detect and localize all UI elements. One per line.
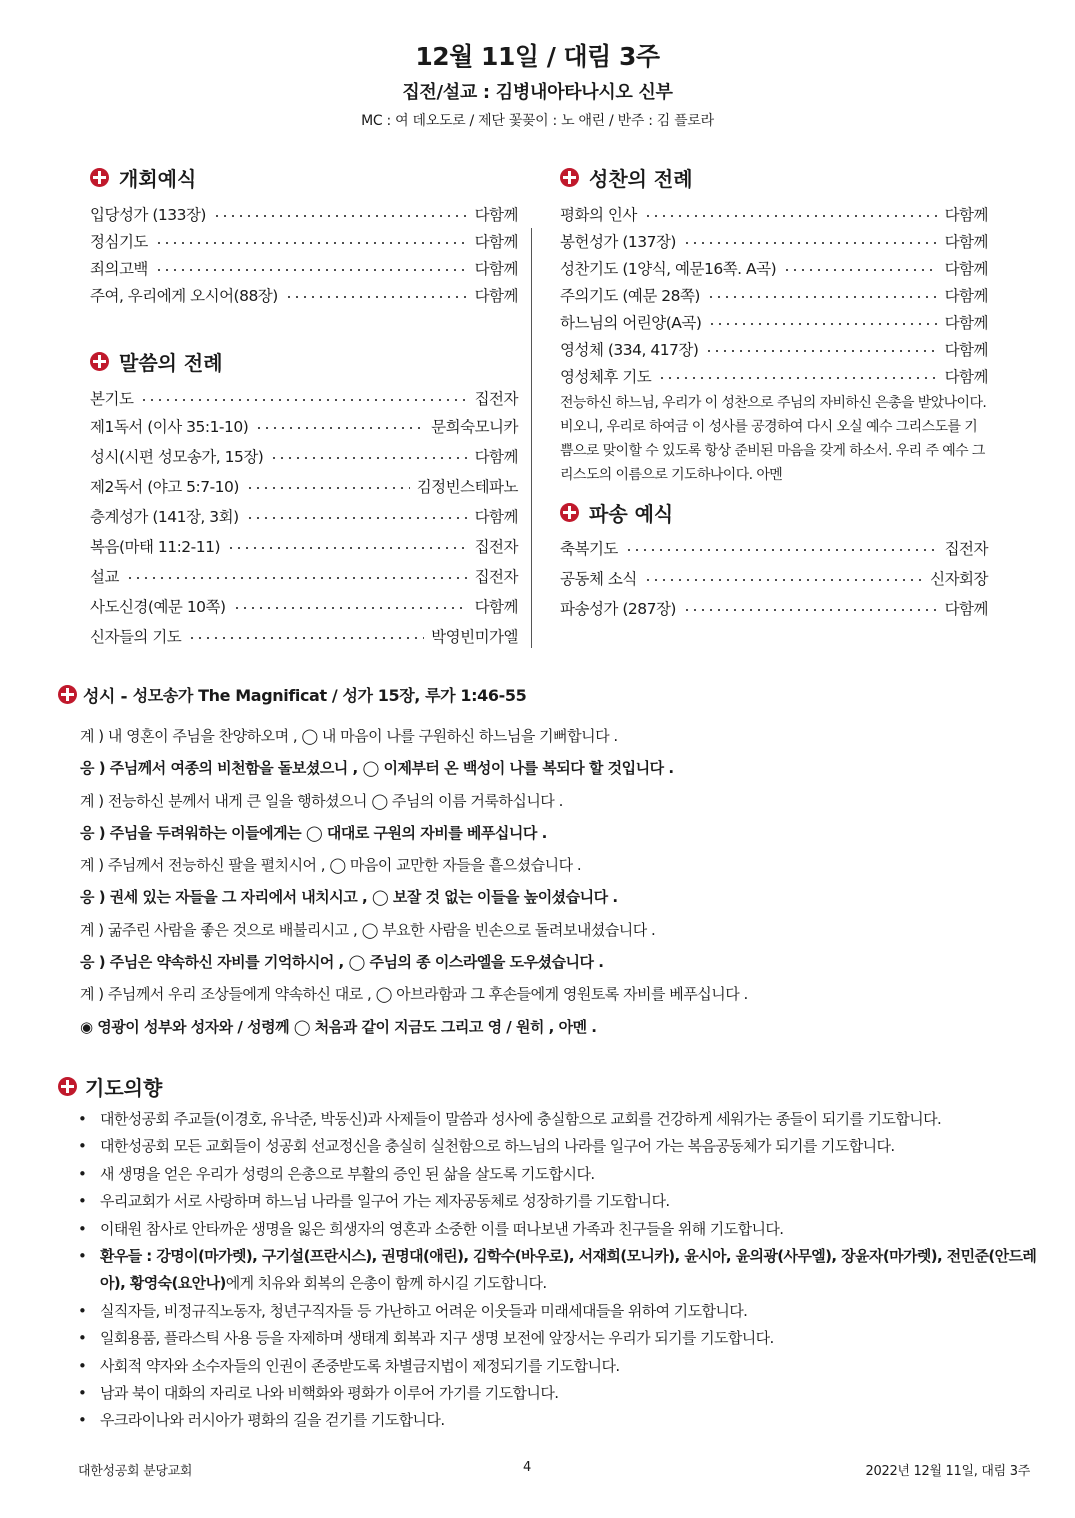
response-line: 응 ) 주님을 두려워하는 이들에게는 ◯ 대대로 구원의 자비를 베푸십니다 . (80, 823, 547, 842)
dot-leader (126, 577, 468, 579)
bullet: • (78, 1247, 87, 1266)
order-row (560, 308, 988, 335)
order-row (90, 501, 518, 531)
order-who: 집전자 (474, 568, 518, 586)
dot-leader (213, 215, 468, 217)
order-who: 다함께 (474, 598, 518, 616)
intention-item (78, 1325, 1038, 1352)
dot-leader (683, 242, 938, 244)
order-who: 다함께 (944, 340, 988, 359)
word-rows (90, 384, 518, 651)
magnificat-title-main: 성시 - (83, 687, 133, 707)
patients-names: 강명이(마가렛), 구기설(프란시스), 권명대(애린), 김학수(바우로), 서재희(모니카), 윤시아, 윤의광(사무엘), 장윤자(마가렛), 전민준(안드레아), 황영숙(요안나) (100, 1247, 1037, 1293)
intention-text: 대한성공회 주교들(이경호, 유낙준, 박동신)과 사제들이 말씀과 성사에 충실함으로 교회를 건강하게 세워가는 종들이 되기를 기도합니다. (100, 1110, 942, 1128)
order-row (560, 200, 988, 227)
bullet: • (78, 1110, 87, 1128)
order-who: 다함께 (944, 205, 988, 224)
intention-text: 실직자들, 비정규직노동자, 청년구직자들 등 가난하고 어려운 이웃들과 미래세대들을 위하여 기도합니다. (100, 1301, 748, 1320)
order-label: 봉헌성가 (137장) (560, 232, 676, 251)
red-cross-icon (560, 503, 579, 522)
order-row (90, 441, 518, 471)
left-column (90, 162, 518, 651)
section-eucharist-heading (560, 162, 988, 192)
intention-item (78, 1188, 1038, 1215)
order-label: 층계성가 (141장, 3회) (90, 508, 239, 526)
intentions-list (78, 1106, 1038, 1435)
intention-item-patients (78, 1243, 1038, 1298)
order-label: 설교 (90, 568, 119, 586)
order-label: 공동체 소식 (560, 570, 637, 588)
dot-leader (233, 607, 468, 609)
patients-suffix: 에게 치유와 회복의 은총이 함께 하시길 기도합니다. (225, 1274, 547, 1293)
patients-prefix: 환우들 : (100, 1247, 157, 1266)
order-label: 주여, 우리에게 오시어(88장) (90, 286, 278, 305)
order-label: 제2독서 (야고 5:7-10) (90, 478, 239, 496)
order-who: 다함께 (944, 232, 988, 251)
intention-item (78, 1216, 1038, 1243)
dot-leader (285, 296, 468, 298)
bulletin-header (0, 40, 1075, 130)
dot-leader (705, 350, 937, 352)
bullet: • (78, 1301, 87, 1320)
order-row (90, 384, 518, 411)
order-label: 영성체후 기도 (560, 367, 652, 386)
order-who: 김정빈스테파노 (416, 478, 518, 496)
order-who: 다함께 (474, 448, 518, 466)
magnificat-title-rest: 성모송가 The Magnificat / 성가 15장, 루가 1:46-55 (132, 686, 527, 705)
dot-leader (188, 637, 424, 639)
post-communion-prayer: 전능하신 하느님, 우리가 이 성찬으로 주님의 자비하신 은총을 받았나이다. 비오니, 우리로 하여금 이 성사를 공경하여 다시 오실 예수 그리스도를 기쁨으로 맞이할 수 있도록 항상 준비된 마음을 갖게 하소서. 우리 주 예수 그리스도의 이름으로 기도하나이다. 아멘 (560, 395, 987, 483)
order-row (560, 533, 988, 563)
order-row (90, 227, 518, 254)
intention-item (78, 1353, 1038, 1380)
bullet: • (78, 1219, 87, 1238)
order-label: 평화의 인사 (560, 205, 637, 224)
order-who: 다함께 (474, 205, 518, 224)
red-cross-icon (58, 1077, 77, 1096)
section-title: 말씀의 전례 (119, 350, 223, 375)
section-word-heading (90, 346, 518, 376)
order-label: 정심기도 (90, 232, 148, 251)
order-row (560, 563, 988, 593)
response-line: 응 ) 권세 있는 자들을 그 자리에서 내치시고 , ◯ 보잘 것 없는 이들을 높이셨습니다 . (80, 888, 618, 907)
dot-leader (255, 427, 424, 429)
order-who: 집전자 (474, 538, 518, 556)
versicle-line: 계 ) 주님께서 전능하신 팔을 펼치시어 , ◯ 마음이 교만한 자들을 흩으셨습니다 . (80, 856, 582, 875)
magnificat-heading (58, 682, 526, 707)
order-who: 다함께 (474, 232, 518, 251)
order-who: 신자회장 (930, 570, 988, 588)
response-line: 응 ) 주님은 약속하신 자비를 기억하시어 , ◯ 주님의 종 이스라엘을 도우셨습니다 . (80, 953, 604, 972)
order-row (560, 593, 988, 623)
dot-leader (140, 399, 467, 401)
bullet: • (78, 1384, 87, 1403)
opening-rows (90, 200, 518, 308)
dot-leader (625, 549, 938, 551)
dot-leader (246, 517, 468, 519)
order-row (90, 411, 518, 441)
intention-text: 일회용품, 플라스틱 사용 등을 자제하며 생태계 회복과 지구 생명 보전에 앞장서는 우리가 되기를 기도합니다. (100, 1329, 774, 1348)
section-title: 개회예식 (119, 166, 197, 191)
order-row (560, 281, 988, 308)
intention-item (78, 1407, 1038, 1434)
section-dismissal-heading (560, 497, 988, 527)
order-row (90, 281, 518, 308)
order-label: 본기도 (90, 389, 134, 408)
dot-leader (155, 242, 468, 244)
response-line: 응 ) 주님께서 여종의 비천함을 돌보셨으니 , ◯ 이제부터 온 백성이 나를 복되다 할 것입니다 . (80, 759, 674, 778)
order-row (90, 561, 518, 591)
intentions-title: 기도의향 (85, 1076, 163, 1100)
dismissal-rows (560, 533, 988, 623)
dot-leader (658, 377, 937, 379)
dot-leader (644, 579, 923, 581)
intention-text: 대한성공회 모든 교회들이 성공회 선교정신을 충실히 실천함으로 하느님의 나라를 일구어 가는 복음공동체가 되기를 기도합니다. (100, 1137, 895, 1156)
versicle-line: 계 ) 전능하신 분께서 내게 큰 일을 행하셨으니 ◯ 주님의 이름 거룩하십니다 . (80, 791, 563, 810)
bullet: • (78, 1137, 87, 1156)
order-who: 다함께 (944, 600, 988, 618)
magnificat-lines (80, 720, 1040, 1043)
order-row (560, 254, 988, 281)
bullet: • (78, 1356, 87, 1375)
order-label: 복음(마태 11:2-11) (90, 538, 221, 556)
intention-text: 새 생명을 얻은 우리가 성령의 은총으로 부활의 증인 된 삶을 살도록 기도합시다. (100, 1164, 595, 1183)
order-who: 집전자 (474, 389, 518, 408)
order-label: 주의기도 (예문 28쪽) (560, 286, 700, 305)
order-who: 다함께 (474, 508, 518, 526)
order-label: 신자들의 기도 (90, 628, 182, 646)
versicle-line: 계 ) 주님께서 우리 조상들에게 약속하신 대로 , ◯ 아브라함과 그 후손들에게 영원토록 자비를 베푸십니다 . (80, 985, 748, 1004)
dot-leader (227, 547, 468, 549)
order-label: 입당성가 (133장) (90, 205, 206, 224)
dot-leader (270, 457, 467, 459)
intention-item (78, 1106, 1038, 1133)
order-label: 성찬기도 (1양식, 예문16쪽. A곡) (560, 259, 777, 278)
order-row (90, 591, 518, 621)
intention-text: 사회적 약자와 소수자들의 인권이 존중받도록 차별금지법이 제정되기를 기도합니다. (100, 1356, 620, 1375)
order-label: 하느님의 어린양(A곡) (560, 313, 702, 332)
gloria-line: ◉ 영광이 성부와 성자와 / 성령께 ◯ 처음과 같이 지금도 그리고 영 / 원히 , 아멘 . (80, 1017, 597, 1036)
bullet: • (78, 1164, 87, 1183)
intention-item (78, 1133, 1038, 1160)
order-row (560, 335, 988, 362)
intention-text: 남과 북이 대화의 자리로 나와 비핵화와 평화가 이루어 가기를 기도합니다. (100, 1384, 559, 1403)
intention-text: 우리교회가 서로 사랑하며 하느님 나라를 일구어 가는 제자공동체로 성장하기를 기도합니다. (100, 1192, 670, 1211)
order-who: 박영빈미가엘 (431, 628, 518, 646)
red-cross-icon (560, 168, 579, 187)
section-title: 파송 예식 (589, 501, 674, 526)
order-row (90, 531, 518, 561)
intention-item (78, 1298, 1038, 1325)
order-who: 다함께 (474, 259, 518, 278)
intention-text (100, 1243, 1038, 1298)
red-cross-icon (58, 685, 77, 704)
footer-page-number: 4 (523, 1460, 531, 1475)
order-who: 다함께 (944, 313, 988, 332)
order-row (90, 621, 518, 651)
order-row (90, 254, 518, 281)
roles-line: MC : 여 데오도로 / 제단 꽃꽂이 : 노 애린 / 반주 : 김 플로라 (361, 113, 714, 129)
order-row (560, 227, 988, 254)
order-who: 다함께 (944, 286, 988, 305)
intention-item (78, 1161, 1038, 1188)
bullet: • (78, 1329, 87, 1348)
dot-leader (783, 269, 937, 271)
red-cross-icon (90, 352, 109, 371)
bullet: • (78, 1411, 87, 1430)
order-who: 집전자 (944, 540, 988, 558)
versicle-line: 계 ) 내 영혼이 주님을 찬양하오며 , ◯ 내 마음이 나를 구원하신 하느님을 기뻐합니다 . (80, 727, 618, 745)
dot-leader (707, 296, 938, 298)
celebrant-line: 집전/설교 : 김병내아타나시오 신부 (402, 82, 673, 103)
section-opening-heading (90, 162, 518, 192)
order-label: 사도신경(예문 10쪽) (90, 598, 226, 616)
order-who: 다함께 (944, 367, 988, 386)
order-label: 죄의고백 (90, 259, 148, 278)
dot-leader (246, 487, 410, 489)
order-who: 문희숙모니카 (431, 418, 518, 436)
dot-leader (644, 215, 938, 217)
red-cross-icon (90, 168, 109, 187)
footer-church: 대한성공회 분당교회 (78, 1464, 193, 1479)
order-who: 다함께 (944, 259, 988, 278)
section-title: 성찬의 전례 (589, 166, 693, 191)
order-label: 축복기도 (560, 540, 618, 558)
column-divider (531, 228, 532, 648)
intention-text: 이태원 참사로 안타까운 생명을 잃은 희생자의 영혼과 소중한 이를 떠나보낸 가족과 친구들을 위해 기도합니다. (100, 1219, 784, 1238)
intention-item (78, 1380, 1038, 1407)
order-row (90, 471, 518, 501)
order-label: 성시(시편 성모송가, 15장) (90, 448, 264, 466)
order-label: 파송성가 (287장) (560, 600, 676, 618)
dot-leader (155, 269, 468, 271)
bullet: • (78, 1192, 87, 1211)
versicle-line: 계 ) 굶주린 사람을 좋은 것으로 배불리시고 , ◯ 부요한 사람을 빈손으로 돌려보내셨습니다 . (80, 920, 656, 939)
intentions-heading (58, 1072, 162, 1101)
dot-leader (683, 609, 938, 611)
order-who: 다함께 (474, 286, 518, 305)
page-title: 12월 11일 / 대림 3주 (415, 42, 660, 71)
order-label: 제1독서 (이사 35:1-10) (90, 418, 249, 436)
order-row (90, 200, 518, 227)
footer-date: 2022년 12월 11일, 대림 3주 (865, 1464, 1030, 1479)
eucharist-rows (560, 200, 988, 389)
order-row (560, 362, 988, 389)
intention-text: 우크라이나와 러시아가 평화의 길을 걷기를 기도합니다. (100, 1411, 445, 1430)
order-label: 영성체 (334, 417장) (560, 340, 699, 359)
dot-leader (708, 323, 937, 325)
right-column (560, 162, 988, 623)
